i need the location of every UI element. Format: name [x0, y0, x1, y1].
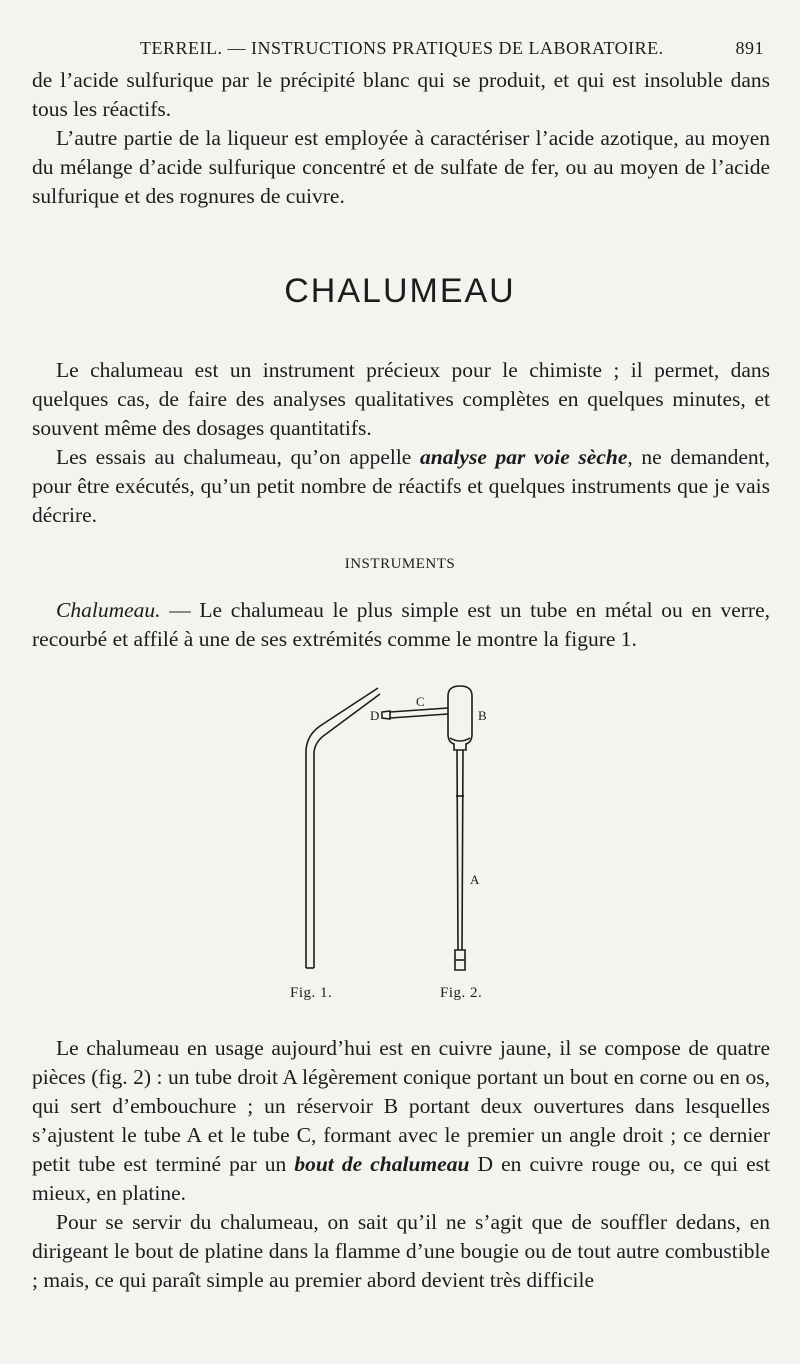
instruments-block-1 — [32, 596, 770, 654]
emphasis-analyse: analyse par voie sèche — [419, 445, 628, 469]
p2-text-a: Les essais au chalumeau, qu’on appelle — [56, 445, 420, 469]
intro-paragraph-2: L’autre partie de la liqueur est employée à caractériser l’acide azotique, au moyen du mélange d’acide sulfurique concentré et de sulfate de fer, ou au moyen de l’acide sulfurique et des rognures de cuivre. — [32, 126, 770, 208]
page-number: 891 — [735, 38, 764, 58]
intro-paragraph-1: de l’acide sulfurique par le précipité blanc qui se produit, et qui est insoluble dans tous les réactifs. — [32, 68, 770, 121]
chalumeau-paragraph-2 — [32, 443, 770, 530]
label-b: B — [478, 708, 487, 723]
fig2-blowpipe — [382, 686, 472, 970]
instruments-p1-text: — Le chalumeau le plus simple est un tube en métal ou en verre, recourbé et affilé à une de ses extrémités comme le montre la figure 1. — [32, 598, 770, 651]
figure-1-caption: Fig. 1. — [290, 985, 333, 1001]
figure-illustration — [290, 678, 520, 1008]
fig1-blowpipe — [306, 688, 380, 968]
p2-text-b: , ne demandent, pour être exécutés, qu’un petit nombre de réactifs et quelques instruments que je vais décrire. — [32, 445, 770, 527]
instruments-block-2 — [32, 1034, 770, 1295]
label-c: C — [416, 694, 425, 709]
term-chalumeau: Chalumeau. — [56, 598, 161, 622]
instruments-paragraph-1 — [32, 596, 770, 654]
running-title: TERREIL. — INSTRUCTIONS PRATIQUES DE LABORATOIRE. — [140, 38, 664, 58]
label-d: D — [370, 708, 380, 723]
emphasis-bout: bout de chalumeau — [294, 1152, 470, 1176]
section-title: CHALUMEAU — [284, 272, 516, 310]
instruments-paragraph-3: Pour se servir du chalumeau, on sait qu’il ne s’agit que de souffler dedans, en dirigeant le bout de platine dans la flamme d’une bougie ou de tout autre combustible ; mais, ce qui paraît simple au premier abord devient très difficile — [32, 1210, 770, 1292]
figure-2-caption: Fig. 2. — [440, 985, 483, 1001]
chalumeau-block — [32, 356, 770, 530]
subsection-title: INSTRUMENTS — [344, 556, 456, 572]
p2b-text-b: D en cuivre rouge ou, ce qui est mieux, en platine. — [32, 1152, 770, 1205]
chalumeau-paragraph-1: Le chalumeau est un instrument précieux pour le chimiste ; il permet, dans quelques cas, de faire des analyses qualitatives complètes en quelques minutes, et souvent même des dosages quantitatifs. — [32, 358, 770, 440]
label-a: A — [470, 872, 480, 887]
intro-block — [32, 66, 770, 211]
p2b-text-a: Le chalumeau en usage aujourd’hui est en cuivre jaune, il se compose de quatre pièces (fig. 2) : un tube droit A légèrement conique portant un bout en corne ou en os, qui sert d’embouchure ; un réservoir B portant deux ouvertures dans lesquelles s’ajustent le tube A et le tube C, formant avec le premier un angle droit ; ce dernier petit tube est terminé par un — [32, 1036, 770, 1176]
instruments-paragraph-2 — [32, 1034, 770, 1208]
